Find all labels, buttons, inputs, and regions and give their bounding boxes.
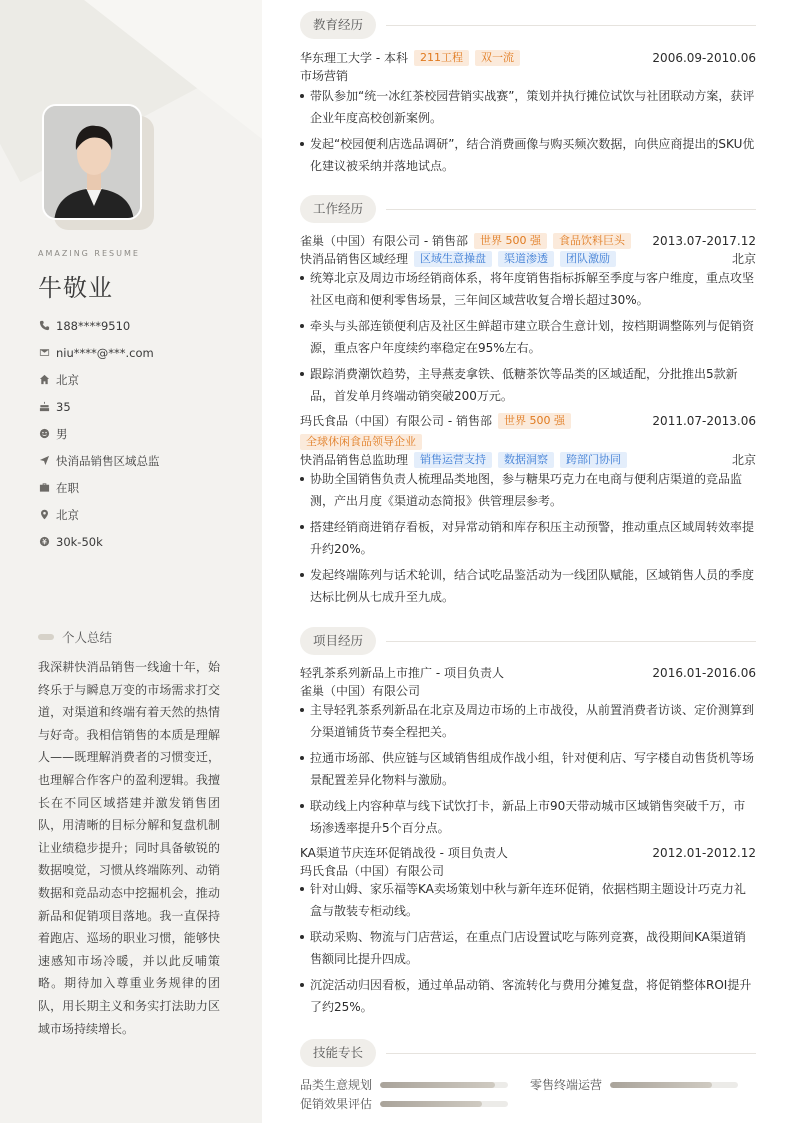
skill-name: 零售终端运营 (530, 1078, 603, 1092)
work-date: 2011.07-2013.06 (652, 413, 756, 428)
list-item: 协助全国销售负责人梳理品类地图，参与糖果巧克力在电商与便利店渠道的竞品监测，产出月度《渠道动态简报》供管理层参考。 (300, 468, 756, 512)
work-2-title-row (300, 451, 756, 468)
project-company: 雀巢（中国）有限公司 (300, 684, 421, 698)
project-1-header (300, 664, 756, 681)
skill-tag: 销售运营支持 (414, 452, 492, 468)
project-1-bullets (300, 699, 756, 843)
project-2-bullets (300, 878, 756, 1022)
info-salary-text: 30k-50k (56, 534, 103, 549)
gender-icon (38, 428, 50, 440)
list-item: 跟踪消费潮饮趋势，主导燕麦拿铁、低糖茶饮等品类的区域适配，分批推出5款新品，首发单月终端动销突破200万元。 (300, 363, 756, 407)
avatar-photo (42, 104, 142, 220)
home-icon (38, 374, 50, 386)
info-position (38, 447, 248, 474)
skill-level-bar (610, 1082, 738, 1088)
summary-title-bar (38, 634, 54, 640)
school-tag: 211工程 (414, 50, 469, 66)
skill-tag: 区域生意操盘 (414, 251, 492, 267)
education-header (300, 49, 756, 66)
email-icon (38, 347, 50, 359)
skill-item (300, 1095, 508, 1112)
section-title: 工作经历 (300, 195, 376, 223)
info-age (38, 393, 248, 420)
list-item: 拉通市场部、供应链与区域销售组成作战小组，针对便利店、写字楼自动售货机等场景配置差异化物料与激励。 (300, 747, 756, 791)
avatar (42, 104, 154, 230)
skill-tag: 数据洞察 (498, 452, 554, 468)
info-email-text: niu****@***.com (56, 345, 154, 360)
sidebar (0, 0, 262, 1123)
job-title: 快消品销售总监助理 (300, 453, 409, 467)
education-date: 2006.09-2010.06 (652, 50, 756, 65)
info-phone (38, 312, 248, 339)
info-city-text: 北京 (56, 507, 79, 522)
info-position-text: 快消品销售区域总监 (56, 453, 160, 468)
skill-level-fill (380, 1082, 495, 1088)
company-tag: 全球休闲食品领导企业 (300, 434, 422, 450)
work-date: 2013.07-2017.12 (652, 233, 756, 248)
company-tag: 世界 500 强 (474, 233, 547, 249)
work-1-bullets (300, 267, 756, 411)
info-age-text: 35 (56, 399, 71, 414)
skill-tag: 团队激励 (560, 251, 616, 267)
candidate-name: 牛敬业 (38, 274, 113, 302)
summary-text: 我深耕快消品销售一线逾十年，始终乐于与瞬息万变的市场需求打交道，对渠道和终端有着天然的热情与好奇。我相信销售的本质是理解人——既理解消费者的习惯变迁，也理解合作客户的盈利逻辑。我擅长在不同区域搭建并激发销售团队，用清晰的目标分解和复盘机制让业绩稳步提升；同时具备敏锐的数据嗅觉，习惯从终端陈列、动销数据和竞品动态中挖掘机会，推动新品和促销项目落地。我一直保持着跑店、巡场的职业习惯，能够快速感知市场冷暖，并以此反哺策略。期待加入尊重业务规律的团队，用长期主义和务实打法助力区域市场持续增长。 (38, 660, 220, 1036)
major: 市场营销 (300, 69, 349, 83)
skill-tag: 渠道渗透 (498, 251, 554, 267)
project-date: 2016.01-2016.06 (652, 665, 756, 680)
work-city: 北京 (731, 252, 756, 266)
section-header-education (300, 11, 756, 39)
section-header-skills (300, 1039, 756, 1067)
section-header-projects (300, 627, 756, 655)
list-item: 沉淀活动归因看板，通过单品动销、客流转化与费用分摊复盘，将促销整体ROI提升了约25%。 (300, 974, 756, 1018)
info-residence (38, 366, 248, 393)
skill-name: 品类生意规划 (300, 1078, 373, 1092)
list-item: 联动采购、物流与门店营运，在重点门店设置试吃与陈列竞赛，战役期间KA渠道销售额同比提升四成。 (300, 926, 756, 970)
money-icon (38, 536, 50, 548)
education-major-row (300, 67, 756, 84)
skill-level-fill (610, 1082, 712, 1088)
skill-name: 促销效果评估 (300, 1097, 373, 1111)
school-name: 华东理工大学 - 本科 (300, 51, 408, 65)
work-2-header (300, 412, 756, 429)
info-city (38, 501, 248, 528)
work-city: 北京 (731, 453, 756, 467)
phone-icon (38, 320, 50, 332)
info-status-text: 在职 (56, 480, 79, 495)
summary-title (38, 628, 112, 646)
project-company: 玛氏食品（中国）有限公司 (300, 864, 445, 878)
info-status (38, 474, 248, 501)
school-tag: 双一流 (475, 50, 520, 66)
project-name: KA渠道节庆连环促销战役 - 项目负责人 (300, 846, 508, 860)
briefcase-icon (38, 482, 50, 494)
section-header-work (300, 195, 756, 223)
list-item: 统筹北京及周边市场经销商体系，将年度销售指标拆解至季度与客户维度，重点攻坚社区电商和便利零售场景，三年间区域营收复合增长超过30%。 (300, 267, 756, 311)
skill-level-fill (380, 1101, 482, 1107)
section-divider (386, 209, 756, 210)
section-divider (386, 641, 756, 642)
project-date: 2012.01-2012.12 (652, 845, 756, 860)
contact-info-list (38, 312, 248, 555)
company-name: 雀巢（中国）有限公司 - 销售部 (300, 234, 468, 248)
list-item: 主导轻乳茶系列新品在北京及周边市场的上市战役，从前置消费者访谈、定价测算到分渠道铺货节奏全程把关。 (300, 699, 756, 743)
work-1-title-row (300, 250, 756, 267)
section-divider (386, 25, 756, 26)
work-2-bullets (300, 468, 756, 612)
skill-level-bar (380, 1082, 508, 1088)
project-1-company-row (300, 682, 756, 699)
company-tag: 食品饮料巨头 (553, 233, 631, 249)
project-2-header (300, 844, 756, 861)
company-tag: 世界 500 强 (498, 413, 571, 429)
project-name: 轻乳茶系列新品上市推广 - 项目负责人 (300, 666, 504, 680)
list-item: 针对山姆、家乐福等KA卖场策划中秋与新年连环促销，依据档期主题设计巧克力礼盒与散装专柜动线。 (300, 878, 756, 922)
list-item: 带队参加“统一冰红茶校园营销实战赛”，策划并执行摊位试饮与社团联动方案，获评企业年度高校创新案例。 (300, 85, 756, 129)
summary-title-text: 个人总结 (62, 630, 113, 645)
person-portrait-icon (44, 106, 142, 220)
info-phone-text: 188****9510 (56, 318, 131, 333)
job-title: 快消品销售区域经理 (300, 252, 409, 266)
list-item: 牵头与头部连锁便利店及社区生鲜超市建立联合生意计划，按档期调整陈列与促销资源，重点客户年度续约率稳定在95%左右。 (300, 315, 756, 359)
project-2-company-row (300, 862, 756, 879)
section-title: 技能专长 (300, 1039, 376, 1067)
info-residence-text: 北京 (56, 372, 79, 387)
info-salary (38, 528, 248, 555)
list-item: 搭建经销商进销存看板，对异常动销和库存积压主动预警，推动重点区域周转效率提升约20%。 (300, 516, 756, 560)
section-divider (386, 1053, 756, 1054)
list-item: 联动线上内容种草与线下试饮打卡，新品上市90天带动城市区域销售突破千万，市场渗透率提升5个百分点。 (300, 795, 756, 839)
info-email (38, 339, 248, 366)
location-icon (38, 509, 50, 521)
section-title: 教育经历 (300, 11, 376, 39)
skill-item (300, 1076, 508, 1093)
skill-level-bar (380, 1101, 508, 1107)
work-2-tag-row (300, 433, 756, 450)
company-name: 玛氏食品（中国）有限公司 - 销售部 (300, 414, 492, 428)
info-gender-text: 男 (56, 426, 68, 441)
skill-item (530, 1076, 738, 1093)
cake-icon (38, 401, 50, 413)
skill-tag: 跨部门协同 (560, 452, 627, 468)
section-title: 项目经历 (300, 627, 376, 655)
work-1-header (300, 232, 756, 249)
send-icon (38, 455, 50, 467)
list-item: 发起终端陈列与话术轮训，结合试吃品鉴活动为一线团队赋能，区域销售人员的季度达标比例从七成升至九成。 (300, 564, 756, 608)
list-item: 发起“校园便利店选品调研”，结合消费画像与购买频次数据，向供应商提出的SKU优化建议被采纳并落地试点。 (300, 133, 756, 177)
education-bullets (300, 85, 756, 181)
info-gender (38, 420, 248, 447)
brand-label: AMAZING RESUME (38, 249, 140, 258)
